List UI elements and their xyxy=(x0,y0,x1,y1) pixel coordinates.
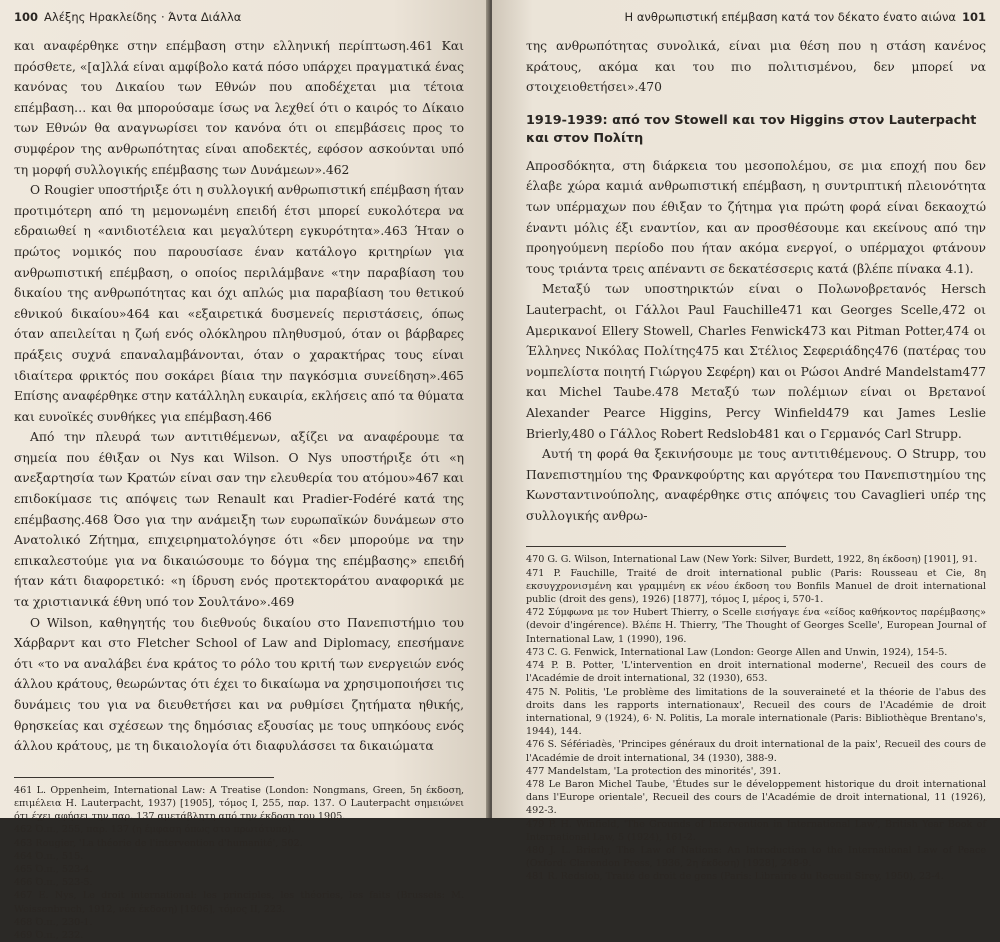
footnote: 467 E. Nys, Le droit international: les principles, les théories, les faits (Brussels: M. Weissenbruch, 1912, νέα έκδοση) [1906], τόμος II, 223. xyxy=(14,890,464,915)
footnote: 466 Ό.π., 523-5. xyxy=(14,877,93,889)
footnote: 476 S. Séfériadès, 'Principes généraux du droit international de la paix', Recueil des cours de l'Académie de droit international, 34 (1930), 388-9. xyxy=(526,739,986,764)
paragraph: Ο Rougier υποστήριξε ότι η συλλογική ανθρωπιστική επέμβαση ήταν προτιμότερη από τη μεμονωμένη επειδή έτσι μπορεί ευκολότερα να εδραιωθεί η «ανιδιοτέλεια και μεγαλύτερη εγκυρότητα».463 Ήταν ο πρώτος νομικός που παρουσίασε έναν κατάλογο κριτηρίων για ανθρωπιστική επέμβαση, ο οποίος περιλάμβανε «την παραβίαση του δικαίου της ανθρωπότητας και όχι απλώς μια παραβίαση του θετικού εθνικού δικαίου»464 και «εξαιρετικά δυσμενείς περιστάσεις, όπως όταν απειλείται η ζωή ενός ολόκληρου πληθυσμού, όταν οι βάρβαρες πράξεις συχνά επαναλαμβάνονται, όταν ο χαρακτήρας τους είναι ιδιαίτερα φρικτός που σοκάρει βίαια την παγκόσμια συνείδηση».465 Επίσης αναφέρθηκε στην κατάλληλη ευκαιρία, εκλήσεις από τα θύματα και ευνοϊκές συνθήκες για επέμβαση.466 xyxy=(14,183,464,424)
footnotes-left xyxy=(14,784,464,942)
footnote: 475 N. Politis, 'Le problème des limitations de la souveraineté et la théorie de l'abus des droits dans les rapports internationaux', Recueil des cours de l'Académie de droit international, 9 (1924), 6· N. Politis, La morale internationale (Paris: Bibliothèque Brentano's, 1944), 144. xyxy=(526,686,986,738)
footnote: 463 Rougier, 'La théorie de l'intervention d'humanité', 502. xyxy=(14,837,303,849)
paragraph: Ο Wilson, καθηγητής του διεθνούς δικαίου στο Πανεπιστήμιο του Χάρβαρντ και στο Fletcher School of Law and Diplomacy, επεσήμανε ότι «το να αναλάβει ένα κράτος το ρόλο του κριτή των ενεργειών ενός άλλου κράτους, θεωρώντας ότι έχει το δικαίωμα να χρησιμοποιήσει τις δυνάμεις του για να διευθετήσει και να ρυθμίσει ζητήματα ηθικής, θρησκείας και σχέσεων της δημόσιας εξουσίας με τους υπηκόους ενός άλλου κράτους, με τη δικαιολογία ότι διαφυλάσσει τα δικαιώματα xyxy=(14,615,464,754)
page-number-left: 100 xyxy=(14,10,39,24)
footnote: 471 P. Fauchille, Traité de droit international public (Paris: Rousseau et Cie, 8η εκσυγχρονισμένη και γραμμένη εκ νέου έκδοση του Bonfils Manuel de droit international public (droit des gens), 1926) [1877], τόμος I, μέρος i, 570-1. xyxy=(526,567,986,606)
footnote: 461 L. Oppenheim, International Law: A Treatise (London: Nongmans, Green, 5η έκδοση, επιμέλεια H. Lauterpacht, 1937) [1905], τόμος I, 255, παρ. 137. Ο Lauterpacht σημειώνει ότι έχει αφήσει την παρ. 137 αμετάβλητη από την έκδοση του 1905. xyxy=(14,784,464,823)
running-head-title-right: Η ανθρωπιστική επέμβαση κατά τον δέκατο ένατο αιώνα xyxy=(624,10,956,24)
footnote-divider xyxy=(526,546,786,547)
footnote: 465 Ό.π., 523-4. xyxy=(14,864,93,875)
footnote: 472 Σύμφωνα με τον Hubert Thierry, ο Scelle εισήγαγε ένα «είδος καθήκοντος παρέμβασης» (devoir d'ingérence). Βλέπε H. Thierry, 'The Thought of Georges Scelle', European Journal of International Law, 1 (1990), 196. xyxy=(526,607,986,645)
footnote: 473 C. G. Fenwick, International Law (London: George Allen and Unwin, 1924), 154-5. xyxy=(526,646,948,658)
footnote-divider xyxy=(14,777,274,778)
page-number-right: 101 xyxy=(961,10,986,24)
footnote: 477 Mandelstam, 'La protection des minorités', 391. xyxy=(526,765,781,777)
footnotes-right xyxy=(526,553,986,883)
footnote: 481 R. Redslob, Traité de droit de gens (Paris: Librairie du Recueil Sirey, 1950), 23-4. xyxy=(526,871,944,883)
footnote: 478 Le Baron Michel Taube, 'Études sur le développement historique du droit international dans l'Europe orientale', Recueil des cours de l'Académie de droit international, 11 (1926), 492-3. xyxy=(526,778,986,817)
footnote: 468 Ό.π., 230-1. xyxy=(14,916,93,928)
paragraph: Μεταξύ των υποστηρικτών είναι ο Πολωνοβρετανός Hersch Lauterpacht, οι Γάλλοι Paul Fauchille471 και Georges Scelle,472 οι Αμερικανοί Ellery Stowell, Charles Fenwick473 και Pitman Potter,474 οι Έλληνες Νικόλας Πολίτης475 και Στέλιος Σεφεριάδης476 (πατέρας του νομπελίστα ποιητή Γιώργου Σεφέρη) και οι Ρώσοι André Mandelstam477 και Michel Taube.478 Μεταξύ των πολέμιων είναι οι Βρετανοί Alexander Pearce Higgins, Percy Winfield479 και James Leslie Brierly,480 ο Γάλλος Robert Redslob481 και ο Γερμανός Carl Strupp. xyxy=(526,282,986,441)
footnote: 462 Ό.π., 255, παρ. 137 (η έμφαση όπως στο πρωτότυπο). xyxy=(14,824,295,836)
paragraph: Από την πλευρά των αντιτιθέμενων, αξίζει να αναφέρουμε τα σημεία που έθιξαν οι Nys και Wilson. Ο Nys υποστήριξε ότι «η ανεξαρτησία των Κρατών είναι σαν την ελευθερία του ατόμου»467 και επιδοκίμασε τις απόψεις των Renault και Pradier-Fodéré κατά της επέμβασης.468 Όσο για την ανάμειξη των ευρωπαϊκών δυνάμεων στο Ανατολικό Ζήτημα, επιχειρηματολόγησε ότι «δεν μπορούμε να την επικαλεστούμε για να δικαιώσουμε το δόγμα της επέμβασης» επειδή ήταν κάτι διαφορετικό: «η ίδρυση ενός προτεκτοράτου αναφορικά με τα χριστιανικά έθνη υπό τον Σουλτάνο».469 xyxy=(14,430,464,610)
footnote: 474 P. B. Potter, 'L'intervention en droit international moderne', Recueil des cours de l'Académie de droit international, 32 (1930), 653. xyxy=(526,660,986,685)
right-page xyxy=(492,0,1000,883)
section-heading: 1919-1939: από τον Stowell και τον Higgins στον Lauterpacht και στον Πολίτη xyxy=(526,112,977,146)
continuation-paragraph: της ανθρωπότητας συνολικά, είναι μια θέση που η στάση κανένος κράτους, ακόμα και του πιο πολιτισμένου, δεν μπορεί να στοιχειοθετήσει».470 xyxy=(526,39,986,95)
left-page xyxy=(0,0,490,942)
running-head-title-left: Αλέξης Ηρακλείδης · Άντα Διάλλα xyxy=(44,10,242,24)
running-head-right xyxy=(526,10,986,24)
footnote: 479 P. H. Winfield, 'The Grounds of Intervention in International Law', British Year Book of International Law, 5 (1924), 161-2. xyxy=(526,818,986,843)
paragraph: Απροσδόκητα, στη διάρκεια του μεσοπολέμου, σε μια εποχή που δεν έλαβε χώρα καμιά ανθρωπιστική επέμβαση, η συντριπτική πλειονότητα των υπέρμαχων που έθιξαν το ζήτημα για πρώτη φορά είναι δεκαοχτώ έναντι μόλις έξι εναντίον, και αν προσθέσουμε και εκείνους από την προηγούμενη περίοδο που ήταν ακόμα ενεργοί, ο υπέρμαχοι φτάνουν τους τριάντα τρεις απέναντι σε δεκατέσσερις κατά (βλέπε πίνακα 4.1). xyxy=(526,158,986,276)
footnote: 470 G. G. Wilson, International Law (New York: Silver, Burdett, 1922, 8η έκδοση) [1901], 91. xyxy=(526,554,978,566)
running-head-left xyxy=(14,10,464,24)
paragraph: Αυτή τη φορά θα ξεκινήσουμε με τους αντιτιθέμενους. Ο Strupp, του Πανεπιστημίου της Φρανκφούρτης και αργότερα του Πανεπιστημίου της Κωνσταντινούπολης, αναφέρθηκε στις απόψεις του Cavaglieri υπέρ της συλλογικής ανθρω- xyxy=(526,447,986,523)
paragraph: και αναφέρθηκε στην επέμβαση στην ελληνική περίπτωση.461 Και πρόσθετε, «[α]λλά είναι αμφίβολο κατά πόσο υπάρχει πραγματικά ένας κανόνας του Δικαίου των Εθνών που αποδέχεται μια τέτοια επέμβαση… και θα μπορούσαμε ίσως να λεχθεί ότι ο καιρός το Δίκαιο των Εθνών θα αναγνωρίσει τον κανόνα ότι οι επεμβάσεις προς το συμφέρον της ανθρωπότητας είναι αποδεκτές, εφόσον ασκούνται υπό τη μορφή συλλογικής επέμβασης των Δυνάμεων».462 xyxy=(14,39,464,177)
footnote: 464 Ό.π., 515. xyxy=(14,850,84,862)
footnote: 480 J. L. Brierly, The Law of Nations: An Introduction to the International Law of Peace (Oxford: Clarendon Press, 1936, 2η έκδοση) [1928], 248-9. xyxy=(526,844,986,870)
footnote: 469 Ό.π., 232. xyxy=(14,930,84,942)
